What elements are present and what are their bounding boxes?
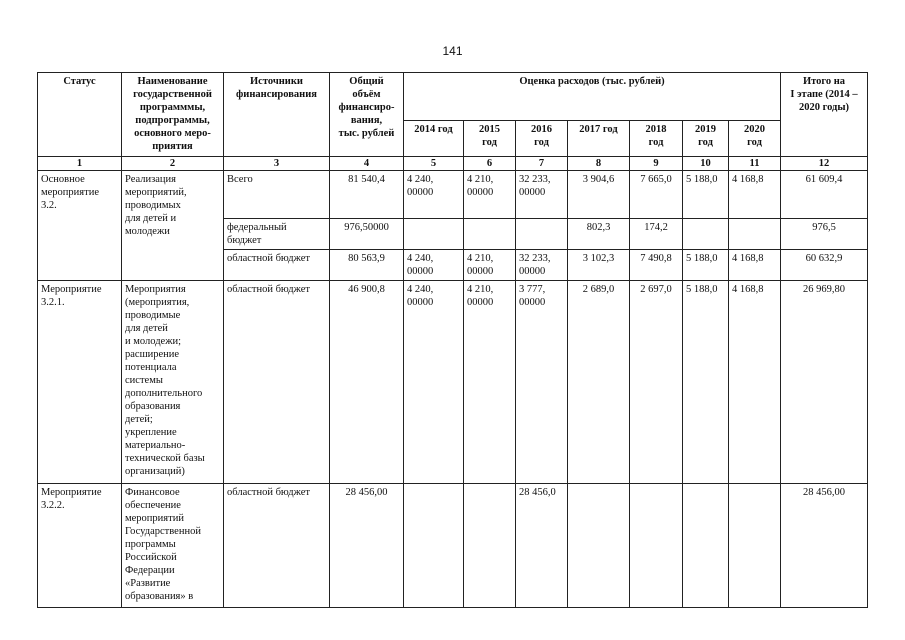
row-y2020: 4 168,8 [729, 171, 781, 219]
budget-table [37, 72, 868, 608]
row-total: 81 540,4 [330, 171, 404, 219]
row-status: Мероприятие 3.2.1. [38, 281, 122, 484]
col-number: 6 [464, 157, 516, 171]
table-row [38, 281, 868, 484]
col-number: 5 [404, 157, 464, 171]
row-source: федеральный бюджет [224, 219, 330, 250]
col-number: 12 [781, 157, 868, 171]
header-stage-total: Итого на I этапе (2014 – 2020 годы) [781, 73, 868, 157]
row-y2017: 3 904,6 [568, 171, 630, 219]
header-year-2015: 2015 год [464, 121, 516, 157]
row-y2016: 3 777, 00000 [516, 281, 568, 484]
row-y2018 [630, 484, 683, 608]
row-y2017: 2 689,0 [568, 281, 630, 484]
row-source: Всего [224, 171, 330, 219]
row-y2015: 4 210, 00000 [464, 250, 516, 281]
row-y2017 [568, 484, 630, 608]
header-sources: Источники финансирования [224, 73, 330, 157]
header-name: Наименование государственной программмы, подпрограммы, основного меро- приятия [122, 73, 224, 157]
col-number: 1 [38, 157, 122, 171]
row-y2018: 7 490,8 [630, 250, 683, 281]
row-y2016 [516, 219, 568, 250]
row-y2019 [683, 219, 729, 250]
row-y2020 [729, 484, 781, 608]
row-y2014 [404, 484, 464, 608]
header-year-2020: 2020 год [729, 121, 781, 157]
row-y2017: 3 102,3 [568, 250, 630, 281]
table-row [38, 484, 868, 608]
row-stage-total: 26 969,80 [781, 281, 868, 484]
header-year-2019: 2019 год [683, 121, 729, 157]
row-y2019: 5 188,0 [683, 171, 729, 219]
row-total: 46 900,8 [330, 281, 404, 484]
row-y2020: 4 168,8 [729, 281, 781, 484]
col-number: 3 [224, 157, 330, 171]
table-row [38, 171, 868, 219]
row-y2014: 4 240, 00000 [404, 281, 464, 484]
header-status: Статус [38, 73, 122, 157]
row-total: 976,50000 [330, 219, 404, 250]
row-y2015 [464, 484, 516, 608]
header-year-2014: 2014 год [404, 121, 464, 157]
header-year-2018: 2018 год [630, 121, 683, 157]
row-source: областной бюджет [224, 250, 330, 281]
col-number: 9 [630, 157, 683, 171]
row-y2017: 802,3 [568, 219, 630, 250]
row-y2020: 4 168,8 [729, 250, 781, 281]
col-number: 8 [568, 157, 630, 171]
row-y2020 [729, 219, 781, 250]
row-y2016: 28 456,0 [516, 484, 568, 608]
row-name: Мероприятия (мероприятия, проводимые для детей и молодежи; расширение потенциала системы дополнительного образования детей; укрепление материально- технической базы организаций) [122, 281, 224, 484]
row-y2014: 4 240, 00000 [404, 171, 464, 219]
col-number: 10 [683, 157, 729, 171]
row-total: 28 456,00 [330, 484, 404, 608]
row-source: областной бюджет [224, 484, 330, 608]
col-number: 7 [516, 157, 568, 171]
row-status: Мероприятие 3.2.2. [38, 484, 122, 608]
row-y2018: 7 665,0 [630, 171, 683, 219]
row-stage-total: 28 456,00 [781, 484, 868, 608]
row-y2016: 32 233, 00000 [516, 171, 568, 219]
row-y2018: 174,2 [630, 219, 683, 250]
row-y2019 [683, 484, 729, 608]
row-status: Основное мероприятие 3.2. [38, 171, 122, 281]
header-year-2017: 2017 год [568, 121, 630, 157]
row-total: 80 563,9 [330, 250, 404, 281]
row-y2019: 5 188,0 [683, 281, 729, 484]
row-y2015 [464, 219, 516, 250]
row-y2019: 5 188,0 [683, 250, 729, 281]
row-name: Финансовое обеспечение мероприятий Государственной программы Российской Федерации «Развитие образования» в [122, 484, 224, 608]
row-source: областной бюджет [224, 281, 330, 484]
row-y2014: 4 240, 00000 [404, 250, 464, 281]
col-number: 11 [729, 157, 781, 171]
row-y2018: 2 697,0 [630, 281, 683, 484]
header-estimate: Оценка расходов (тыс. рублей) [404, 73, 781, 121]
row-y2015: 4 210, 00000 [464, 171, 516, 219]
row-stage-total: 60 632,9 [781, 250, 868, 281]
row-stage-total: 976,5 [781, 219, 868, 250]
row-y2014 [404, 219, 464, 250]
header-year-2016: 2016 год [516, 121, 568, 157]
row-y2016: 32 233, 00000 [516, 250, 568, 281]
col-number: 4 [330, 157, 404, 171]
page-number: 141 [442, 44, 463, 58]
col-number: 2 [122, 157, 224, 171]
row-stage-total: 61 609,4 [781, 171, 868, 219]
row-name: Реализация мероприятий, проводимых для детей и молодежи [122, 171, 224, 281]
header-total: Общий объём финансиро- вания, тыс. рублей [330, 73, 404, 157]
row-y2015: 4 210, 00000 [464, 281, 516, 484]
